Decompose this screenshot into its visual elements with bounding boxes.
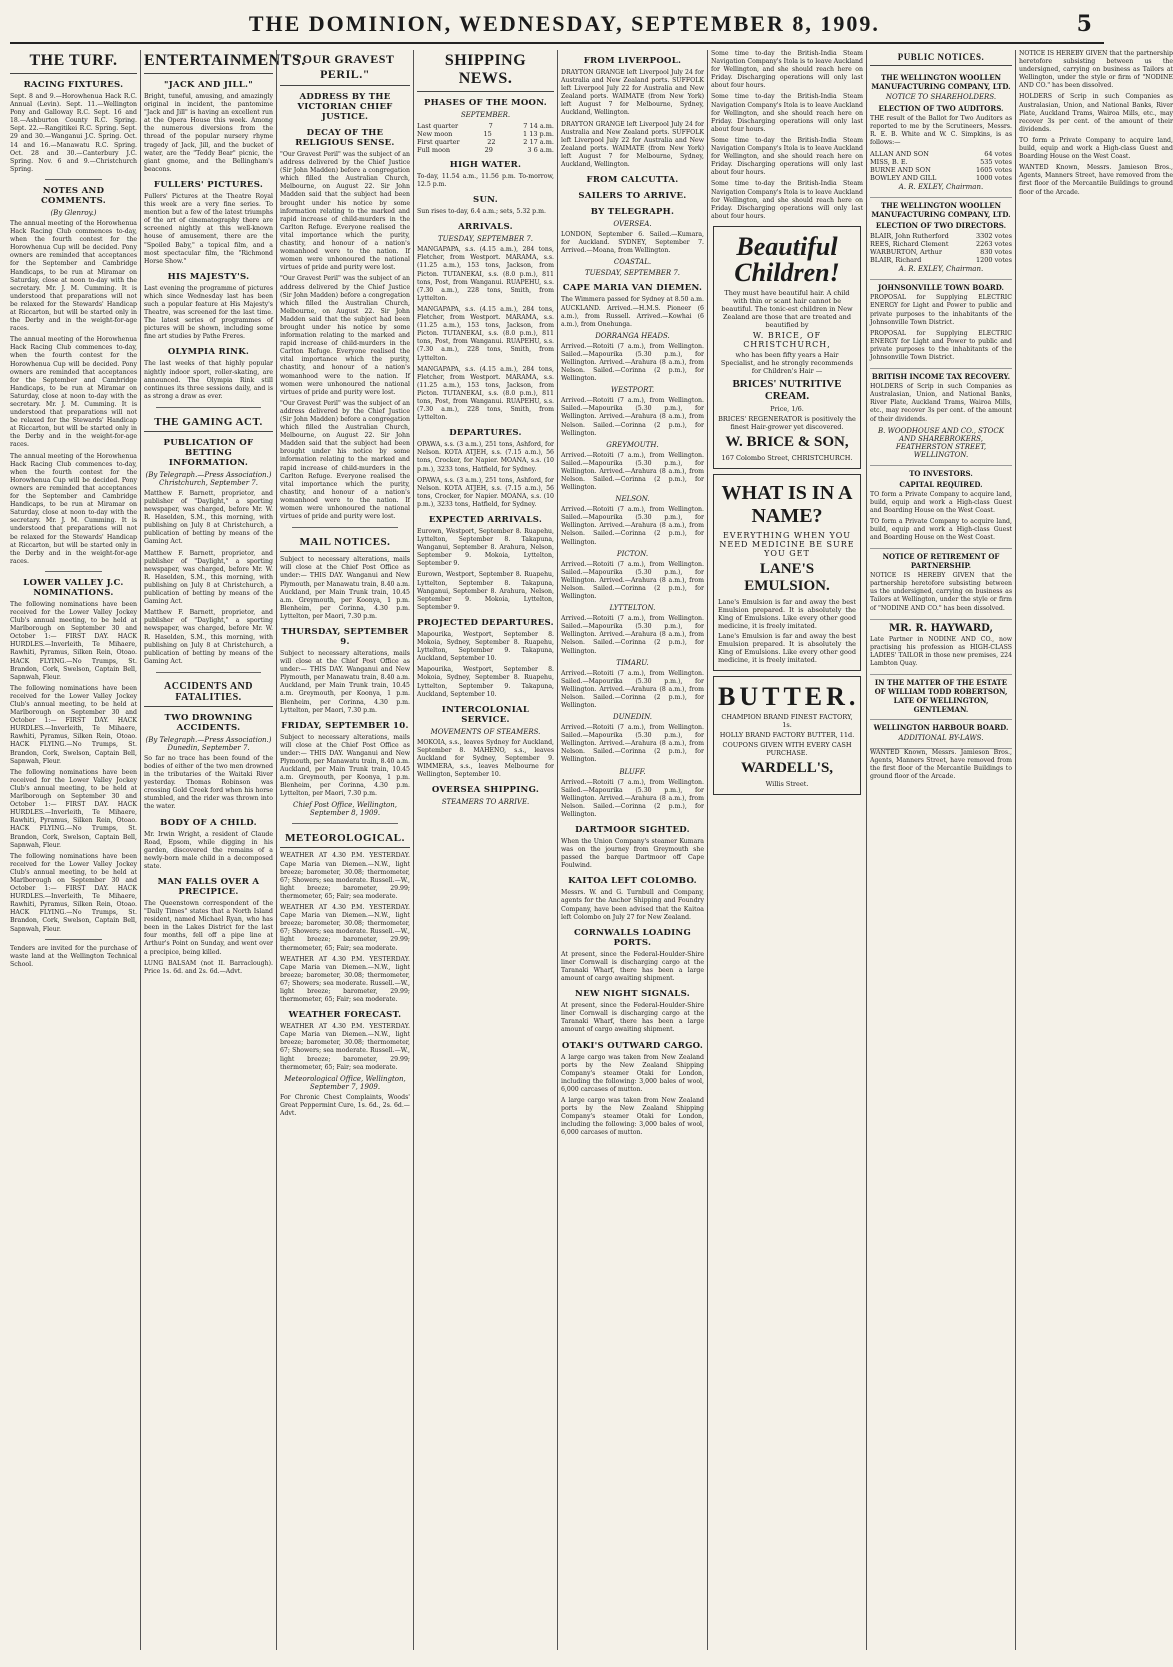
partnership-title: NOTICE OF RETIREMENT OF PARTNERSHIP. <box>882 552 1000 571</box>
lower-valley-text: The following nominations have been received for the Lower Valley Jockey Club's annual meeting, to be held at Marlborough on September 30 and October 1:— FIRST DAY. HACK HURDLES.—Inverleith, Te Mihaere, Rawhiti, Pyramus, Silken Rein, Otoao. HACK FLYING.—No Trumps, St. Brandon, Cork, Swelson, Captain Bell, Sapnwah, Fleur. <box>10 600 137 681</box>
publication-dateline: (By Telegraph.—Press Association.) Christchurch, September 7. <box>145 470 272 487</box>
candidate-name: ALLAN AND SON <box>870 150 929 159</box>
otaki-text-repeat: A large cargo was taken from New Zealand ports by the New Zealand Shipping Company's steamer Otaki for London, including the following: 3,000 bales of wool, 6,000 carcases of mutton. <box>561 1096 704 1137</box>
estate-title: IN THE MATTER OF THE ESTATE OF WILLIAM TODD ROBERTSON, LATE OF WELLINGTON, GENTLEMAN. <box>874 678 1008 714</box>
port-text: Arrived.—Rotoiti (7 a.m.), from Wellington. Sailed.—Mapourika (5.30 p.m.), for Wellington. Arrived.—Arahura (8 a.m.), from Nelson. Sailed.—Corinna (2 p.m.), for Wellington. <box>561 724 704 764</box>
moon-phase-time: 1 13 p.m. <box>523 130 554 138</box>
jack-jill-text: Bright, tuneful, amusing, and amazingly original in incident, the pantomime "Jack and Jill" is having an excellent run at the Opera House this week. Among the numerous diversions from the thread of the popular nursery rhyme tragedy of Jack, Jill, and the bucket of water, are the "Teddy Bear" picnic, the giant gnome, and the Bellingham's beacons. <box>144 93 273 173</box>
fullers-heading: FULLERS' PICTURES. <box>153 179 264 190</box>
moon-phase-day: 15 <box>483 130 492 138</box>
candidate-votes: 64 votes <box>984 150 1012 159</box>
oversea-shipping-heading: OVERSEA SHIPPING. <box>431 785 540 796</box>
departures-text-repeat: OPAWA, s.s. (3 a.m.), 251 tons, Ashford, for Nelson. KOTA ATJEH, s.s. (7.15 a.m.), 56 tons, Crocker, for Napier. MOANA, s.s. (10 p.m.), 3233 tons, Hatfield, for Sydney. <box>417 476 554 508</box>
port-heading: NELSON. <box>615 495 650 504</box>
intercolonial-text: MOKOIA, s.s., leaves Sydney for Auckland, September 8. MAHENO, s.s., leaves Auckland for Sydney, September 9. WIMMERA, s.s., leaves Melbourne for Wellington, September 10. <box>417 738 554 779</box>
port-text: Arrived.—Rotoiti (7 a.m.), from Wellington. Sailed.—Mapourika (5.30 p.m.), for Wellington. Arrived.—Arahura (8 a.m.), from Nelson. Sailed.—Corinna (2 p.m.), for Wellington. <box>561 342 704 383</box>
investors-title: TO INVESTORS. <box>909 468 973 478</box>
brice-product: BRICES' NUTRITIVE CREAM. <box>732 377 842 402</box>
page-number: 5 <box>1076 11 1092 37</box>
port-heading: BLUFF. <box>619 767 646 776</box>
moon-phase-day: 22 <box>487 138 496 146</box>
arrivals-text: MANGAPAPA, s.s. (4.15 a.m.), 284 tons, Fletcher, from Westport. MARAMA, s.s. (11.25 a.m.), 153 tons, Jackson, from Picton. TUTANEKAI, s.s. (8.0 p.m.), 811 tons, Post, from Wanganui. RUAPEHU, s.s. (7.30 a.m.), 228 tons, Smith, from Lyttelton. <box>417 246 554 302</box>
lanes-emulsion-text: Lane's Emulsion is far and away the best Emulsion prepared. It is absolutely the King of Emulsions. Like every other good medicine, it is freely imitated. <box>718 597 856 630</box>
candidate-name: REES, Richard Clement <box>870 240 949 249</box>
auditors-title: ELECTION OF TWO AUDITORS. <box>878 104 1004 113</box>
friday-heading: FRIDAY, SEPTEMBER 10. <box>281 720 409 731</box>
arrivals-heading: ARRIVALS. <box>458 222 513 233</box>
peril-text-repeat-2: "Our Gravest Peril" was the subject of an address delivered by the Chief Justice (Sir John Madden) before a congregation which filled the Australian Church, Melbourne, on August 22. Sir John Madden said that the subject had been brought under his notice by some information relating to the marked and rapid increase of child-murders in the Carlton Refuge. Everyone realised the vital importance which the purity, chastity, and honour of a nation's womanhood were to the nation. If women were unhonoured the national virtues of pride and purity were lost. <box>280 399 410 521</box>
notes-text: The annual meeting of the Horowhenua Hack Racing Club commences to-day, when the fourth contest for the Horowhenua Cup will be decided. Pony owners are reminded that acceptances for the September and Cambridge Handicaps, to be run at Miramar on Saturday, close at noon to-day with the secretary. Mr. J. M. Cumming. It is understood that preparations will not be relaxed for the Stewards' Handicap at Riccarton, but will be started only in the Derby and in the weight-for-age races. <box>10 219 137 333</box>
woollen-auditors-notice <box>870 70 1012 198</box>
column-advertisements <box>711 50 863 1650</box>
lower-valley-text-repeat: The following nominations have been received for the Lower Valley Jockey Club's annual meeting, to be held at Marlborough on September 30 and October 1:— FIRST DAY. HACK HURDLES.—Inverleith, Te Mihaere, Rawhiti, Pyramus, Silken Rein, Otoao. HACK FLYING.—No Trumps, St. Brandon, Cork, Swelson, Captain Bell, Sapnwah, Fleur. <box>10 684 137 765</box>
auditors-text: THE result of the Ballot for Two Auditors as reported to me by the Scrutineers, Messrs. R. E. B. White and W. C. Simpkins, is as follows:— <box>870 115 1012 147</box>
port-text: Arrived.—Rotoiti (7 a.m.), from Wellington. Sailed.—Mapourika (5.30 p.m.), for Wellington. Arrived.—Arahura (8 a.m.), from Nelson. Sailed.—Corinna (2 p.m.), for Wellington. <box>561 615 704 655</box>
masthead <box>10 6 1104 44</box>
departures-text: OPAWA, s.s. (3 a.m.), 251 tons, Ashford, for Nelson. KOTA ATJEH, s.s. (7.15 a.m.), 56 tons, Crocker, for Napier. MOANA, s.s. (10 p.m.), 3233 tons, Hatfield, for Sydney. <box>417 441 554 473</box>
lanes-emulsion-text-repeat: Lane's Emulsion is far and away the best Emulsion prepared. It is absolutely the King of Emulsions. Like every other good medicine, it is freely imitated. <box>718 631 856 664</box>
vote-row <box>870 256 1012 264</box>
brice-firm: W. BRICE & SON, <box>725 433 849 450</box>
moon-phase-time: 3 6 a.m. <box>527 146 554 154</box>
divider <box>45 939 102 940</box>
wardells-name: WARDELL'S, <box>740 759 834 776</box>
coastal-subheading: COASTAL. <box>613 258 652 267</box>
peril-heading: "OUR GRAVEST PERIL." <box>280 50 410 86</box>
met-text-repeat-3: WEATHER AT 4.30 P.M. YESTERDAY. Cape Maria van Diemen.—N.W., light breeze; barometer, 30.08; thermometer, 67; Showers; sea moderate. Russell.—W., light breeze; barometer, 29.99; thermometer, 65; Fair; sea moderate. <box>280 1023 410 1071</box>
otaki-text: A large cargo was taken from New Zealand ports by the New Zealand Shipping Company's steamer Otaki for London, including the following: 3,000 bales of wool, 6,000 carcases of mutton. <box>561 1053 704 1093</box>
port-text: Arrived.—Rotoiti (7 a.m.), from Wellington. Sailed.—Mapourika (5.30 p.m.), for Wellington. Arrived.—Arahura (8 a.m.), from Nelson. Sailed.—Corinna (2 p.m.), for Wellington. <box>561 560 704 601</box>
columns <box>10 50 1173 1650</box>
directors-title: ELECTION OF TWO DIRECTORS. <box>875 221 1007 231</box>
shipping-continued-text-repeat-3: Some time to-day the British-India Steam Navigation Company's Itola is to leave Auckland for Wellington, and she should reach here on Friday. Discharging operations will only last about four hours. <box>711 180 863 220</box>
ports-text-repeat: DRAYTON GRANGE left Liverpool July 24 for Australia and New Zealand ports. SUFFOLK left Liverpool July 22 for Australia and New Zealand ports. WAIMATE (from New York) left August 7 for Melbourne, Sydney, Auckland, Wellington. <box>561 120 704 169</box>
divider <box>45 571 102 572</box>
mail-text: Subject to necessary alterations, mails will close at the Chief Post Office as under:— THIS DAY. Wanganui and New Plymouth, per Manawatu train, 8.40 a.m. Auckland, per Main Trunk train, 10.45 a.m. Greymouth, per Koonya, 1 p.m. Blenheim, per Corinna, 4.30 p.m. Lyttelton, per Maori, 7.30 p.m. <box>280 556 410 620</box>
moon-phase-day: 29 <box>484 146 493 154</box>
moon-phase-row <box>417 138 554 146</box>
projected-text-repeat: Mapourika, Westport, September 8. Mokoia, Sydney, September 8. Ruapehu, Lyttelton, September 9. Takapuna, Auckland, September 10. <box>417 666 554 698</box>
woollen-directors-notice <box>870 198 1012 280</box>
divider <box>156 407 261 408</box>
drowning-dateline: (By Telegraph.—Press Association.) Dunedin, September 7. <box>145 735 272 752</box>
port-heading: DORRANGA HEADS. <box>595 331 670 340</box>
publication-heading: PUBLICATION OF BETTING INFORMATION. <box>163 437 254 468</box>
precipice-heading: MAN FALLS OVER A PRECIPICE. <box>157 877 260 897</box>
dartmoor-text: When the Union Company's steamer Kumara was on the journey from Greymouth she passed the barque Dartmoor off Cape Foulwind. <box>561 838 704 870</box>
candidate-name: BURNE AND SON <box>870 166 931 175</box>
postmaster-sign: Chief Post Office, Wellington, September 8, 1909. <box>292 801 397 818</box>
brice-subtext: who has been fifty years a Hair Specialist, and he strongly recommends for Children's Hair — <box>720 350 854 375</box>
capital-text: TO form a Private Company to acquire land, build, equip and work a High-class Guest and Boarding House on the West Coast. <box>870 490 1012 514</box>
tenders-text: Tenders are invited for the purchase of waste land at the Wellington Technical School. <box>10 944 137 968</box>
met-text: WEATHER AT 4.30 P.M. YESTERDAY. Cape Maria van Diemen.—N.W., light breeze; barometer, 30.08; thermometer, 67; Showers; sea moderate. Russell.—W., light breeze; barometer, 29.99; thermometer, 65; Fair; sea moderate. <box>280 852 410 900</box>
public-notices-heading: PUBLIC NOTICES. <box>870 50 1012 66</box>
expected-text: Eurown, Westport, September 8. Ruapehu, Lyttelton, September 8. Takapuna, Wanganui, September 8. Arahura, Nelson, September 9. Mokoia, Lyttelton, September 9. <box>417 528 554 568</box>
port-text: Arrived.—Rotoiti (7 a.m.), from Wellington. Sailed.—Mapourika (5.30 p.m.), for Wellington. Arrived.—Arahura (8 a.m.), from Nelson. Sailed.—Corinna (2 p.m.), for Wellington. <box>561 397 704 437</box>
port-text: Arrived.—Rotoiti (7 a.m.), from Wellington. Sailed.—Mapourika (5.30 p.m.), for Wellington. Arrived.—Arahura (8 a.m.), from Nelson. Sailed.—Corinna (2 p.m.), for Wellington. <box>561 669 704 709</box>
income-tax-title: BRITISH INCOME TAX RECOVERY. <box>871 372 1011 382</box>
column-notices-continued <box>1019 50 1173 1650</box>
telegraph-heading: BY TELEGRAPH. <box>590 207 675 218</box>
ports-list <box>561 332 704 819</box>
cornwall-text-repeat: At present, since the Federal-Houlder-Shire liner Cornwall is discharging cargo at the Taranaki Wharf, there has been a large amount of cargo awaiting shipment. <box>561 1002 704 1034</box>
movements-heading: MOVEMENTS OF STEAMERS. <box>430 727 541 736</box>
mail-notices-heading: MAIL NOTICES. <box>280 534 410 552</box>
peril-text: "Our Gravest Peril" was the subject of an address delivered by the Chief Justice (Sir John Madden) before a congregation which filled the Australian Church, Melbourne, on August 22. Sir John Madden said that the subject had been brought under his notice by some information relating to the marked and rapid increase of child-murders in the Carlton Refuge. Everyone realised the vital importance which the purity, chastity, and honour of a nation's womanhood were to the nation. If women were unhonoured the national virtues of pride and purity were lost. <box>280 151 410 272</box>
auditor-votes-list <box>870 150 1012 182</box>
column-shipping <box>417 50 554 1650</box>
publication-text: Matthew F. Barnett, proprietor, and publisher of "Daylight," a sporting newspaper, was charged, before Mr. W. R. Haselden, S.M., this morning, with publishing on July 8 at Christchurch, a publication of betting by means of the Gaming Act. <box>144 489 273 546</box>
port-heading: TIMARU. <box>616 658 649 667</box>
chest-ad: For Chronic Chest Complaints, Woods' Great Peppermint Cure, 1s. 6d., 2s. 6d.—Advt. <box>280 1093 410 1117</box>
cornwall-heading: CORNWALLS LOADING PORTS. <box>573 927 692 948</box>
port-heading: WESTPORT. <box>610 386 655 395</box>
precipice-text: The Queenstown correspondent of the "Daily Times" states that a North Island resident, named Michael Ryan, who has been in the Lakes District for the last four months, fell off a pipe line at Arthur's Point on Sunday, and went over a precipice, being killed. <box>144 900 273 956</box>
hayward-notice <box>870 620 1012 675</box>
peril-text-repeat: "Our Gravest Peril" was the subject of an address delivered by the Chief Justice (Sir John Madden) before a congregation which filled the Australian Church, Melbourne, on August 22. Sir John Madden said that the subject had been brought under his notice by some information relating to the marked and rapid increase of child-murders in the Carlton Refuge. Everyone realised the vital importance which the purity, chastity, and honour of a nation's womanhood were to the nation. If women were unhonoured the national virtues of pride and purity were lost. <box>280 275 410 396</box>
candidate-votes: 3302 votes <box>976 232 1012 241</box>
divider <box>156 672 261 673</box>
estate-notice <box>870 675 1012 720</box>
hayward-title: MR. R. HAYWARD, <box>889 622 993 634</box>
arrivals-text-repeat: MANGAPAPA, s.s. (4.15 a.m.), 284 tons, Fletcher, from Westport. MARAMA, s.s. (11.25 a.m.), 153 tons, Jackson, from Picton. TUTANEKAI, s.s. (8.0 p.m.), 811 tons, Post, from Wanganui. RUAPEHU, s.s. (7.30 a.m.), 228 tons, Smith, from Lyttelton. <box>417 305 554 362</box>
port-heading: PICTON. <box>616 549 649 558</box>
partnership-notice <box>870 549 1012 619</box>
publication-text-repeat: Matthew F. Barnett, proprietor, and publisher of "Daylight," a sporting newspaper, was charged, before Mr. W. R. Haselden, S.M., this morning, with publishing on July 8 at Christchurch, a publication of betting by means of the Gaming Act. <box>144 549 273 606</box>
lower-valley-text-repeat-3: The following nominations have been received for the Lower Valley Jockey Club's annual meeting, to be held at Marlborough on September 30 and October 1:— FIRST DAY. HACK HURDLES.—Inverleith, Te Mihaere, Rawhiti, Pyramus, Silken Rein, Otoao. HACK FLYING.—No Trumps, St. Brandon, Cork, Swelson, Captain Bell, Sapnwah, Fleur. <box>10 852 137 933</box>
brice-name: W. BRICE, OF CHRISTCHURCH, <box>743 330 831 349</box>
ports-text: DRAYTON GRANGE left Liverpool July 24 for Australia and New Zealand ports. SUFFOLK left Liverpool July 22 for Australia and New Zealand ports. WAIMATE (from New York) left August 7 for Melbourne, Sydney, Auckland, Wellington. <box>561 69 704 117</box>
child-body-heading: BODY OF A CHILD. <box>160 817 257 828</box>
column-entertainments <box>144 50 306 1650</box>
decay-heading: DECAY OF THE RELIGIOUS SENSE. <box>295 128 395 148</box>
partnership-text-continued: NOTICE IS HEREBY GIVEN that the partnership heretofore subsisting between us the undersigned, carrying on business as Tailors at Wellington, under the style or firm of "NODINE AND CO." has been dissolved. <box>1019 50 1173 90</box>
candidate-votes: 535 votes <box>980 158 1012 167</box>
candidate-votes: 1000 votes <box>976 174 1012 183</box>
coastal-text: The Wimmera passed for Sydney at 8.50 a.m. AUCKLAND. Arrived.—H.M.S. Pioneer (6 a.m.), from Russell. Arrived.—Kowhai (6 a.m.), from Onehunga. <box>561 296 704 328</box>
moon-phases-table <box>417 122 554 154</box>
lower-valley-text-repeat-2: The following nominations have been received for the Lower Valley Jockey Club's annual meeting, to be held at Marlborough on September 30 and October 1:— FIRST DAY. HACK HURDLES.—Inverleith, Te Mihaere, Rawhiti, Pyramus, Silken Rein, Otoao. HACK FLYING.—No Trumps, St. Brandon, Cork, Swelson, Captain Bell, Sapnwah, Fleur. <box>10 768 137 849</box>
port-text: Arrived.—Rotoiti (7 a.m.), from Wellington. Sailed.—Mapourika (5.30 p.m.), for Wellington. Arrived.—Arahura (8 a.m.), from Nelson. Sailed.—Corinna (2 p.m.), for Wellington. <box>561 451 704 492</box>
publication-text-repeat-2: Matthew F. Barnett, proprietor, and publisher of "Daylight," a sporting newspaper, was charged, before Mr. W. R. Haselden, S.M., this morning, with publishing on July 8 at Christchurch, a publication of betting by means of the Gaming Act. <box>144 609 273 665</box>
moon-phase-day: 7 <box>488 122 493 130</box>
fullers-text: Fullers' Pictures at the Theatre Royal this week are a very fine series. To mention but a few of the latest triumphs of the art of cinematography there are screened nightly at this well-known house of amusement, there are the "Spoiled Baby," a topical film, and a most spectacular film, the "Richmond Horse Show." <box>144 192 273 265</box>
income-tax-notice <box>870 369 1012 465</box>
butter-headline: BUTTER. <box>718 681 860 711</box>
directors-sign: A. R. EXLEY, Chairman. <box>898 265 984 274</box>
sailers-heading: SAILERS TO ARRIVE. <box>578 191 687 202</box>
what-is-in-a-name-headline: WHAT IS IN A NAME? <box>721 481 853 527</box>
moon-month: SEPTEMBER. <box>460 111 511 119</box>
accidents-heading: ACCIDENTS AND FATALITIES. <box>144 679 273 707</box>
night-signals-heading: NEW NIGHT SIGNALS. <box>575 989 690 1000</box>
tax-text-continued: HOLDERS of Scrip in such Companies as Australasian, Union, and National Banks, River Plate, Auckland Trams, Wairoa Mills, etc., may recover 3s per cent. of the amount of their dividends. <box>1019 93 1173 133</box>
fixtures-text: Sept. 8 and 9.—Horowhenua Hack R.C. Annual (Levin). Sept. 11.—Wellington Pony and Galloway R.C. Sept. 16 and 18.—Ashburton County R.C. Spring. Sept. 22.—Rangitikei R.C. Spring. Sept. 29 and 30.—Wanganui J.C. Spring. Oct. 14 and 16.—Manawatu R.C. Spring. Oct. 28 and 30.—Canterbury J.C. Spring. Nov. 6 and 9.—Christchurch Spring. <box>10 93 137 173</box>
johnsonville-title: JOHNSONVILLE TOWN BOARD. <box>878 283 1004 293</box>
met-text-repeat: WEATHER AT 4.30 P.M. YESTERDAY. Cape Maria van Diemen.—N.W., light breeze; barometer, 30.08; thermometer, 67; Showers; sea moderate. Russell.—W., light breeze; barometer, 29.99; thermometer, 65; Fair; sea moderate. <box>280 904 410 952</box>
woollen-company-title-2: THE WELLINGTON WOOLLEN MANUFACTURING COMPANY, LTD. <box>871 201 1011 220</box>
oversea-text: LONDON, September 6. Sailed.—Kumara, for Auckland. SYDNEY, September 7. Arrived.—Moana, from Wellington. <box>561 231 704 255</box>
moon-heading: PHASES OF THE MOON. <box>423 98 548 108</box>
woollen-company-title: THE WELLINGTON WOOLLEN MANUFACTURING COMPANY, LTD. <box>871 73 1011 91</box>
champion-brand: CHAMPION BRAND FINEST FACTORY, 1s. <box>721 712 853 729</box>
forecast-heading: WEATHER FORECAST. <box>288 1010 402 1021</box>
port-heading: DUNEDIN. <box>612 713 653 722</box>
auditors-sign: A. R. EXLEY, Chairman. <box>898 183 984 192</box>
coupons-text: COUPONS GIVEN WITH EVERY CASH PURCHASE. <box>722 740 852 757</box>
arrivals-text-repeat-2: MANGAPAPA, s.s. (4.15 a.m.), 284 tons, Fletcher, from Westport. MARAMA, s.s. (11.25 a.m.), 153 tons, Jackson, from Picton. TUTANEKAI, s.s. (8.0 p.m.), 811 tons, Post, from Wanganui. RUAPEHU, s.s. (7.30 a.m.), 228 tons, Smith, from Lyttelton. <box>417 365 554 422</box>
candidate-votes: 1605 votes <box>976 166 1012 175</box>
investors-notice <box>870 466 1012 550</box>
notes-byline: (By Glenroy.) <box>50 208 97 217</box>
high-water-heading: HIGH WATER. <box>449 160 522 170</box>
olympia-text: The last weeks of that highly popular nightly indoor sport, roller-skating, are announced. The Olympia Rink still continues its three sessions daily, and is as strong a draw as ever. <box>144 360 273 400</box>
harbour-board-title: WELLINGTON HARBOUR BOARD. <box>873 723 1009 732</box>
capital-title: CAPITAL REQUIRED. <box>899 479 983 489</box>
moon-phase-label: Last quarter <box>417 122 459 130</box>
capital-text-continued: TO form a Private Company to acquire land, build, equip and work a High-class Guest and Boarding House on the West Coast. <box>1019 136 1173 161</box>
lanes-emulsion-name: LANE'S EMULSION. <box>744 560 830 594</box>
notes-heading: NOTES AND COMMENTS. <box>40 185 107 206</box>
port-heading: LYTTELTON. <box>609 604 656 613</box>
turf-heading: THE TURF. <box>10 50 137 74</box>
brice-price: Price, 1/6. <box>770 404 804 413</box>
drowning-heading: TWO DROWNING ACCIDENTS. <box>164 712 253 733</box>
shipping-continued-text-repeat-2: Some time to-day the British-India Steam Navigation Company's Itola is to leave Auckland for Wellington, and she should reach here on Friday. Discharging operations will only last about four hours. <box>711 136 863 177</box>
wardells-butter-advertisement <box>713 676 861 795</box>
director-votes-list <box>870 232 1012 264</box>
income-tax-text: HOLDERS of Scrip in such Companies as Australasian, Union, and National Banks, River Plate, Auckland Trams, Wairoa Mills, etc., may recover 3s per cent. of the amount of their dividends. <box>870 383 1012 423</box>
divider <box>292 527 398 528</box>
candidate-name: WARBURTON, Arthur <box>870 248 942 257</box>
harbour-board-subtitle: ADDITIONAL BY-LAWS. <box>898 734 984 742</box>
candidate-votes: 2263 votes <box>976 240 1012 249</box>
lung-balsam-ad: LUNG BALSAM (not II. Barraclough). Price 1s. 6d. and 2s. 6d.—Advt. <box>144 959 273 975</box>
lower-valley-heading: LOWER VALLEY J.C. NOMINATIONS. <box>23 577 124 598</box>
projected-text: Mapourika, Westport, September 8. Mokoia, Sydney, September 8. Ruapehu, Lyttelton, September 9. Takapuna, Auckland, September 10. <box>417 630 554 663</box>
candidate-votes: 830 votes <box>980 248 1012 257</box>
moon-phase-label: Full moon <box>417 146 451 154</box>
column-turf <box>10 50 137 1650</box>
vote-row <box>870 248 1012 256</box>
from-calcutta-heading: FROM CALCUTTA. <box>586 175 679 186</box>
arrivals-date: TUESDAY, SEPTEMBER 7. <box>437 235 534 244</box>
thursday-heading: THURSDAY, SEPTEMBER 9. <box>281 626 409 647</box>
vote-row <box>870 166 1012 174</box>
holly-brand: HOLLY BRAND FACTORY BUTTER, 11d. <box>719 730 855 739</box>
capital-text-repeat: TO form a Private Company to acquire land, build, equip and work a High-class Guest and Boarding House on the West Coast. <box>870 517 1012 542</box>
wardells-address: Willis Street. <box>765 779 809 788</box>
harbour-board-notice <box>870 720 1012 749</box>
met-text-repeat-2: WEATHER AT 4.30 P.M. YESTERDAY. Cape Maria van Diemen.—N.W., light breeze; barometer, 30.08; thermometer, 67; Showers; sea moderate. Russell.—W., light breeze; barometer, 29.99; thermometer, 65; Fair; sea moderate. <box>280 955 410 1004</box>
candidate-name: BOWLEY AND GILL <box>870 174 937 183</box>
brice-advertisement <box>713 226 861 469</box>
beautiful-children-headline: Beautiful Children! <box>734 231 840 287</box>
masthead-title: THE DOMINION, WEDNESDAY, SEPTEMBER 8, 1909. <box>248 11 880 36</box>
his-majestys-text: Last evening the programme of pictures which since Wednesday last has been such a popular feature at His Majesty's Theatre, was screened for the last time. The latest series of programmes of pictures will be shown, including some fine art studies by Pathe Freres. <box>144 284 273 341</box>
candidate-votes: 1200 votes <box>976 256 1012 265</box>
candidate-name: BLAIR, John Rutherford <box>870 232 949 241</box>
moon-phase-row <box>417 122 554 130</box>
drowning-text: So far no trace has been found of the bodies of either of the two men drowned in the tributaries of the Waitaki River yesterday. Thomas Robinson was crossing Gold Creek ford when his horse stumbled, and the rider was thrown into the water. <box>144 754 273 811</box>
beautiful-children-text: They must have beautiful hair. A child with thin or scant hair cannot be beautiful. The tonic-est children in New Zealand are those that are treated and beautified by <box>721 288 853 329</box>
divider <box>45 179 102 180</box>
his-majestys-heading: HIS MAJESTY'S. <box>167 271 250 282</box>
lanes-emulsion-advertisement <box>713 474 861 671</box>
woodhouse-sign: B. WOODHOUSE AND CO., STOCK AND SHAREBROKERS, FEATHERSTON STREET, WELLINGTON. <box>878 426 1004 459</box>
dartmoor-heading: DARTMOOR SIGHTED. <box>575 825 690 835</box>
mail-text-thursday: Subject to necessary alterations, mails will close at the Chief Post Office as under:— THIS DAY. Wanganui and New Plymouth, per Manawatu train, 8.40 a.m. Auckland, per Main Trunk train, 10.45 a.m. Greymouth, per Koonya, 1 p.m. Blenheim, per Corinna, 4.30 p.m. Lyttelton, per Maori, 7.30 p.m. <box>280 649 410 714</box>
moon-phase-time: 2 17 a.m. <box>523 138 554 146</box>
steamers-to-arrive: STEAMERS TO ARRIVE. <box>441 798 530 807</box>
wanted-known-text-continued: WANTED Known, Messrs. Jamieson Bros., Agents, Manners Street, have removed from the first floor of the Mercantile Buildings to ground floor of the Arcade. <box>1019 164 1173 196</box>
shipping-heading: SHIPPING NEWS. <box>417 50 554 92</box>
notes-text-repeat: The annual meeting of the Horowhenua Hack Racing Club commences to-day, when the fourth contest for the Horowhenua Cup will be decided. Pony owners are reminded that acceptances for the September and Cambridge Handicaps, to be run at Miramar on Saturday, close at noon to-day with the secretary. Mr. J. M. Cumming. It is understood that preparations will not be relaxed for the Stewards' Handicap at Riccarton, but will be started only in the Derby and in the weight-for-age races. <box>10 336 137 449</box>
port-text: Arrived.—Rotoiti (7 a.m.), from Wellington. Sailed.—Mapourika (5.30 p.m.), for Wellington. Arrived.—Arahura (8 a.m.), from Nelson. Sailed.—Corinna (2 p.m.), for Wellington. <box>561 506 704 546</box>
medicine-subtext: EVERYTHING WHEN YOU NEED MEDICINE BE SURE YOU GET <box>719 530 855 558</box>
moon-phase-row <box>417 130 554 138</box>
child-body-text: Mr. Irwin Wright, a resident of Claude Road, Epsom, while digging in his garden, discovered the remains of a newly-born male child in a decomposed state. <box>144 830 273 870</box>
partnership-text: NOTICE IS HEREBY GIVEN that the partnership heretofore subsisting between us the undersigned, carrying on business as Tailors at Wellington, under the style or firm of "NODINE AND CO." has been dissolved. <box>870 572 1012 612</box>
shipping-continued-text: Some time to-day the British-India Steam Navigation Company's Itola is to leave Auckland for Wellington, and she should reach here on Friday. Discharging operations will only last about four hours. <box>711 50 863 90</box>
shipping-continued-text-repeat: Some time to-day the British-India Steam Navigation Company's Itola is to leave Auckland for Wellington, and she should reach here on Friday. Discharging operations will only last about four hours. <box>711 93 863 133</box>
sun-text: Sun rises to-day, 6.4 a.m.; sets, 5.32 p.m. <box>417 208 546 216</box>
moon-phase-label: New moon <box>417 130 453 138</box>
moon-phase-label: First quarter <box>417 138 460 146</box>
moon-phase-time: 7 14 a.m. <box>523 122 554 130</box>
vote-row <box>870 232 1012 240</box>
column-gravest-peril <box>280 50 410 1650</box>
expected-text-repeat: Eurown, Westport, September 8. Ruapehu, Lyttelton, September 8. Takapuna, Wanganui, September 8. Arahura, Nelson, September 9. Mokoia, Lyttelton, September 9. <box>417 571 554 611</box>
divider <box>292 823 398 824</box>
cape-maria-heading: CAPE MARIA VAN DIEMEN. <box>562 283 703 294</box>
shareholders-subtitle: NOTICE TO SHAREHOLDERS. <box>885 93 997 101</box>
mail-text-friday: Subject to necessary alterations, mails will close at the Chief Post Office as under:— THIS DAY. Wanganui and New Plymouth, per Manawatu train, 8.40 a.m. Auckland, per Main Trunk train, 10.45 a.m. Greymouth, per Koonya, 1 p.m. Blenheim, per Corinna, 4.30 p.m. Lyttelton, per Maori, 7.30 p.m. <box>280 733 410 798</box>
fixtures-heading: RACING FIXTURES. <box>23 80 124 90</box>
coastal-date: TUESDAY, SEPTEMBER 7. <box>584 269 681 278</box>
projected-heading: PROJECTED DEPARTURES. <box>417 617 554 628</box>
port-text: Arrived.—Rotoiti (7 a.m.), from Wellington. Sailed.—Mapourika (5.30 p.m.), for Wellington. Arrived.—Arahura (8 a.m.), from Nelson. Sailed.—Corinna (2 p.m.), for Wellington. <box>561 778 704 818</box>
brice-address: 167 Colombo Street, CHRISTCHURCH. <box>721 453 853 462</box>
address-heading: ADDRESS BY THE VICTORIAN CHIEF JUSTICE. <box>297 92 393 122</box>
kaitoa-text: Messrs. W. and G. Turnbull and Company, agents for the Anchor Shipping and Foundry Company, have been advised that the Kaitoa left Colombo on July 27 for New Zealand. <box>561 889 704 921</box>
moon-phase-row <box>417 146 554 154</box>
kaitoa-heading: KAITOA LEFT COLOMBO. <box>568 876 697 887</box>
wanted-known-text: WANTED Known, Messrs. Jamieson Bros., Agents, Manners Street, have removed from the first floor of the Mercantile Buildings to ground floor of the Arcade. <box>870 749 1012 781</box>
candidate-name: BLAIR, Richard <box>870 256 922 265</box>
intercolonial-heading: INTERCOLONIAL SERVICE. <box>441 704 530 725</box>
sun-heading: SUN. <box>473 195 498 206</box>
johnsonville-text-repeat: PROPOSAL for Supplying ELECTRIC ENERGY for Light and Power to public and private purposes to the inhabitants of the Johnsonville Town District. <box>870 329 1012 362</box>
cornwall-text: At present, since the Federal-Houlder-Shire liner Cornwall is discharging cargo at the Taranaki Wharf, there has been a large amount of cargo awaiting shipment. <box>561 950 704 983</box>
notes-text-repeat-2: The annual meeting of the Horowhenua Hack Racing Club commences to-day, when the fourth contest for the Horowhenua Cup will be decided. Pony owners are reminded that acceptances for the September and Cambridge Handicaps, to be run at Miramar on Saturday, close at noon to-day with the secretary. Mr. J. M. Cumming. It is understood that preparations will not be relaxed for the Stewards' Handicap at Riccarton, but will be started only in the Derby and in the weight-for-age races. <box>10 452 137 565</box>
johnsonville-text: PROPOSAL for Supplying ELECTRIC ENERGY for Light and Power to public and private purposes to the inhabitants of the Johnsonville Town District. <box>870 294 1012 326</box>
column-public-notices <box>870 50 1012 1650</box>
vote-row <box>870 158 1012 166</box>
johnsonville-notice <box>870 280 1012 369</box>
entertainments-heading: ENTERTAINMENTS. <box>144 50 273 74</box>
vote-row <box>870 150 1012 158</box>
vote-row <box>870 174 1012 182</box>
brice-regenerator: BRICES' REGENERATOR is positively the finest Hair-grower yet discovered. <box>718 414 856 431</box>
expected-heading: EXPECTED ARRIVALS. <box>428 515 543 525</box>
oversea-subheading: OVERSEA. <box>613 220 652 229</box>
meteorological-heading: METEOROLOGICAL. <box>280 830 410 848</box>
met-office-sign: Meteorological Office, Wellington, September 7, 1909. <box>284 1074 406 1091</box>
olympia-heading: OLYMPIA RINK. <box>167 347 250 358</box>
port-heading: GREYMOUTH. <box>606 440 659 449</box>
column-ports <box>561 50 704 1650</box>
hayward-text: Late Partner in NODINE AND CO., now practising his profession as HIGH-CLASS LADIES' TAILOR in those new premises, 224 Lambton Quay. <box>870 635 1012 667</box>
high-water-text: To-day, 11.54 a.m., 11.56 p.m. To-morrow, 12.5 p.m. <box>417 173 554 189</box>
candidate-name: MISS, B. E. <box>870 158 908 167</box>
otaki-heading: OTAKI'S OUTWARD CARGO. <box>561 1040 704 1051</box>
jack-jill-heading: "JACK AND JILL." <box>164 80 253 90</box>
from-liverpool-heading: FROM LIVERPOOL. <box>583 56 682 66</box>
departures-heading: DEPARTURES. <box>449 428 522 439</box>
vote-row <box>870 240 1012 248</box>
gaming-act-heading: THE GAMING ACT. <box>144 414 273 432</box>
